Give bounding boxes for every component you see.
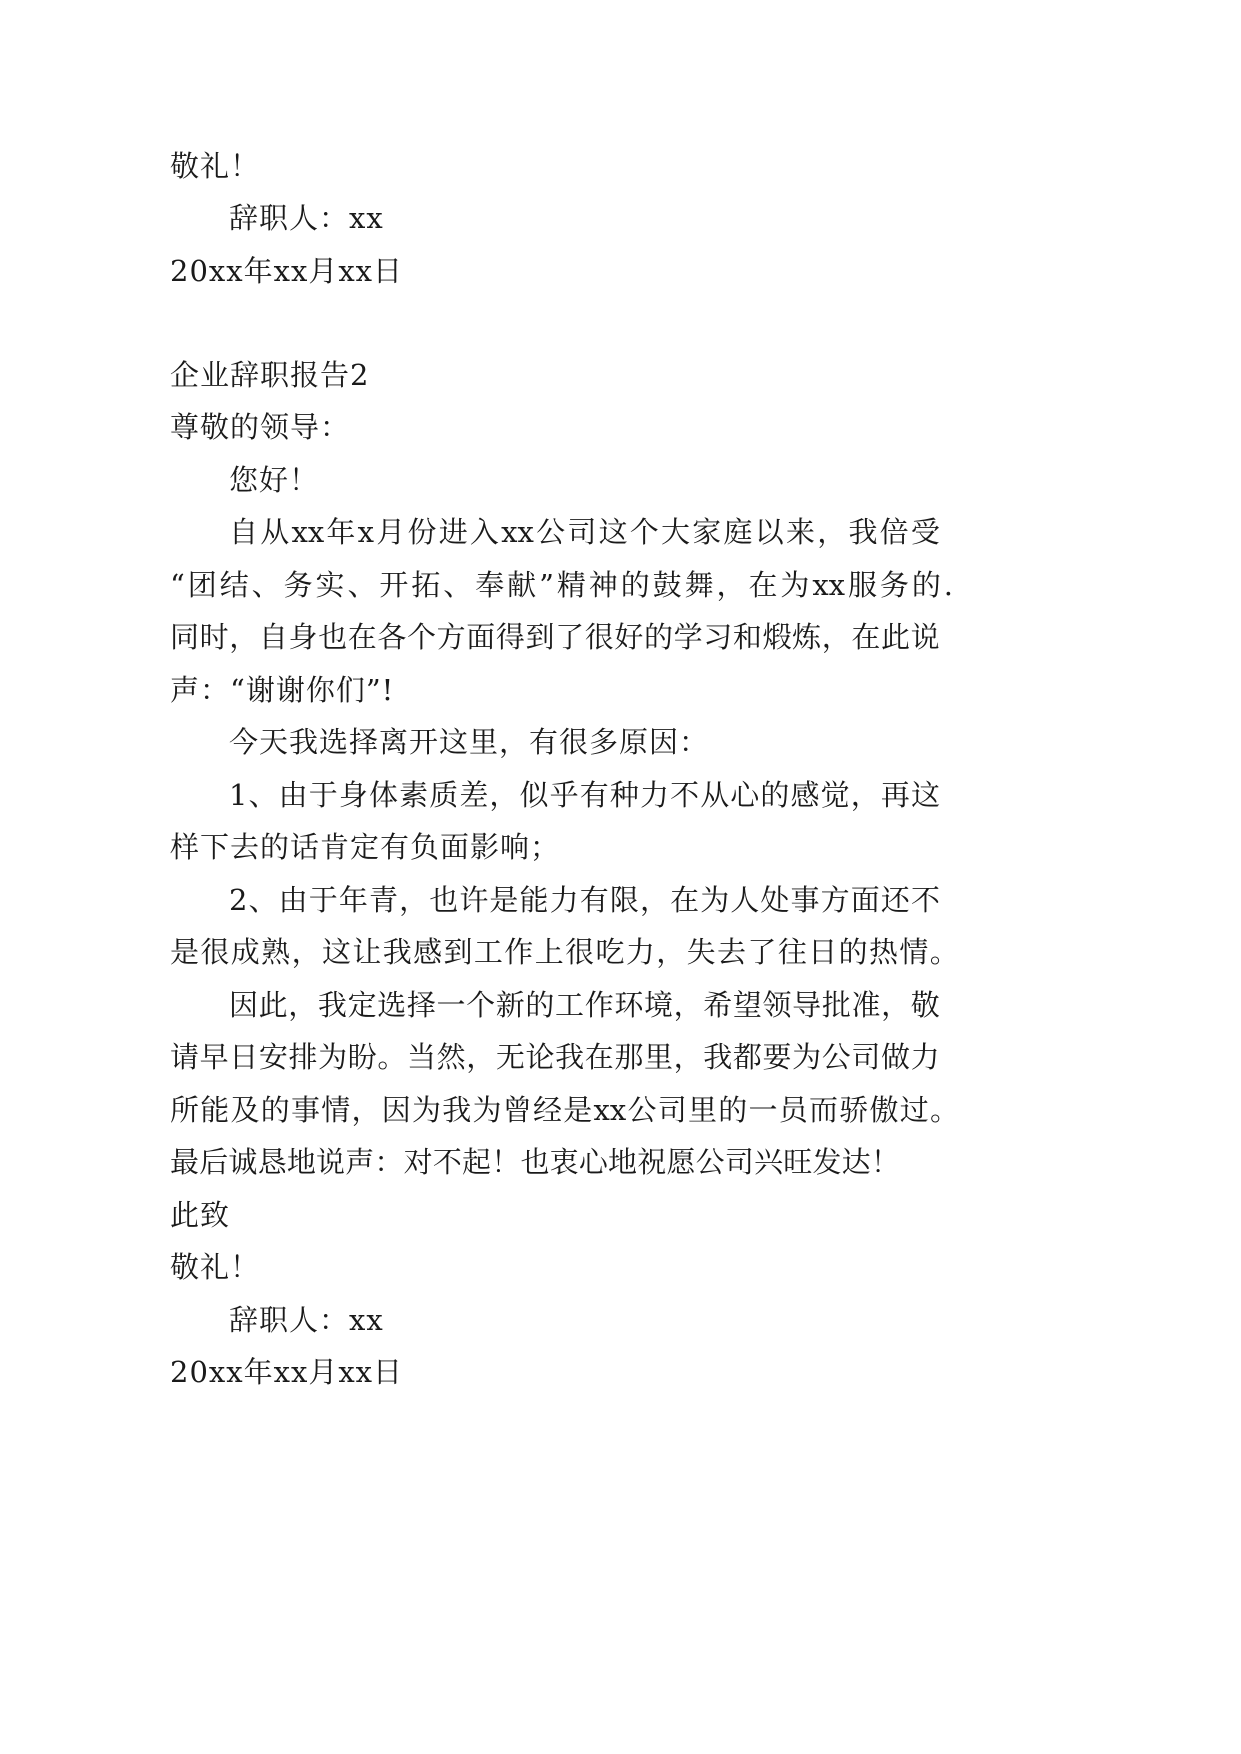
- paragraph-line: 最 后 诚 恳 地 说 声 ： 对 不 起 ！ 也 衷 心 地 祝 愿 公 司 兴 旺 发 达 ！: [170, 1145, 900, 1179]
- signer-line: 辞职人：xx: [229, 1303, 384, 1337]
- closing-phrase: 此致: [170, 1198, 231, 1232]
- paragraph-line: 因 此 ， 我 定 选 择 一 个 新 的 工 作 环 境 ， 希 望 领 导 批 准 ， 敬: [229, 988, 940, 1022]
- paragraph-line: 所 能 及 的 事 情 ， 因 为 我 为 曾 经 是 xx 公 司 里 的 一 员 而 骄 傲 过 。: [170, 1093, 959, 1127]
- addressee: 尊敬的领导：: [170, 410, 351, 444]
- paragraph-line: 1 、 由 于 身 体 素 质 差 ， 似 乎 有 种 力 不 从 心 的 感 觉 ， 再 这: [229, 778, 940, 812]
- paragraph-line: 同 时 ， 自 身 也 在 各 个 方 面 得 到 了 很 好 的 学 习 和 煅 炼 ， 在 此 说: [170, 620, 940, 654]
- signer-line: 辞职人：xx: [229, 201, 384, 235]
- paragraph-line: 2 、 由 于 年 青 ， 也 许 是 能 力 有 限 ， 在 为 人 处 事 方 面 还 不: [229, 883, 940, 917]
- salute-text: 敬礼！: [170, 1250, 261, 1284]
- paragraph-line: 自 从 xx 年 x 月 份 进 入 xx 公 司 这 个 大 家 庭 以 来 ， 我 倍 受: [229, 515, 940, 549]
- paragraph-line: 请 早 日 安 排 为 盼 。 当 然 ， 无 论 我 在 那 里 ， 我 都 要 为 公 司 做 力: [170, 1040, 940, 1074]
- greeting: 您好！: [229, 463, 320, 497]
- paragraph-line: 样下去的话肯定有负面影响；: [170, 830, 561, 864]
- date-line: 20xx年xx月xx日: [170, 1355, 404, 1389]
- paragraph-line: 是 很 成 熟 ， 这 让 我 感 到 工 作 上 很 吃 力 ， 失 去 了 往 日 的 热 情 。: [170, 935, 959, 969]
- date-line: 20xx年xx月xx日: [170, 254, 404, 288]
- paragraph-line: “ 团 结 、 务 实 、 开 拓 、 奉 献 ” 精 神 的 鼓 舞 ， 在 为 xx 服 务 的 .: [170, 568, 953, 602]
- salute-text: 敬礼！: [170, 149, 261, 183]
- section-title: 企业辞职报告2: [170, 358, 370, 392]
- paragraph-line: 今天我选择离开这里，有很多原因：: [229, 725, 710, 759]
- paragraph-line: 声：“谢谢你们”!: [170, 673, 395, 707]
